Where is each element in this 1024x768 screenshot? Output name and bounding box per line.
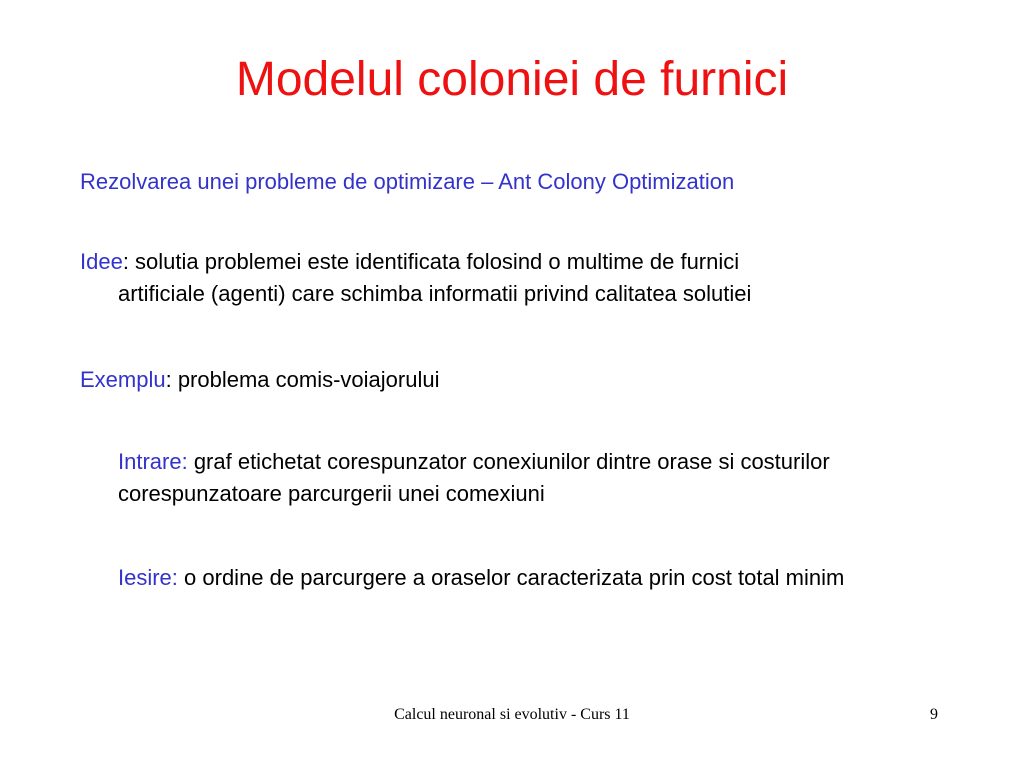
intrare-label: Intrare:	[118, 449, 188, 474]
idee-text-line2: artificiale (agenti) care schimba informatii privind calitatea solutiei	[118, 281, 752, 306]
slide-subtitle: Rezolvarea unei probleme de optimizare – Ant Colony Optimization	[80, 169, 735, 194]
footer-course: Calcul neuronal si evolutiv - Curs 11	[394, 706, 630, 723]
idee-paragraph	[80, 246, 960, 310]
idee-label: Idee	[80, 249, 123, 274]
intrare-paragraph	[118, 446, 958, 510]
intrare-text: graf etichetat corespunzator conexiunilor dintre orase si costurilor corespunzatoare parcurgerii unei comexiuni	[118, 449, 830, 506]
iesire-paragraph	[118, 562, 958, 594]
slide-title: Modelul coloniei de furnici	[235, 53, 789, 106]
iesire-text: o ordine de parcurgere a oraselor caracterizata prin cost total minim	[177, 565, 845, 590]
exemplu-label: Exemplu	[80, 367, 166, 392]
footer-page-number: 9	[930, 706, 938, 723]
idee-text-line1: : solutia problemei este identificata folosind o multime de furnici	[122, 249, 740, 274]
exemplu-text: : problema comis-voiajorului	[165, 367, 440, 392]
exemplu-paragraph	[80, 364, 960, 396]
iesire-label: Iesire:	[118, 565, 178, 590]
